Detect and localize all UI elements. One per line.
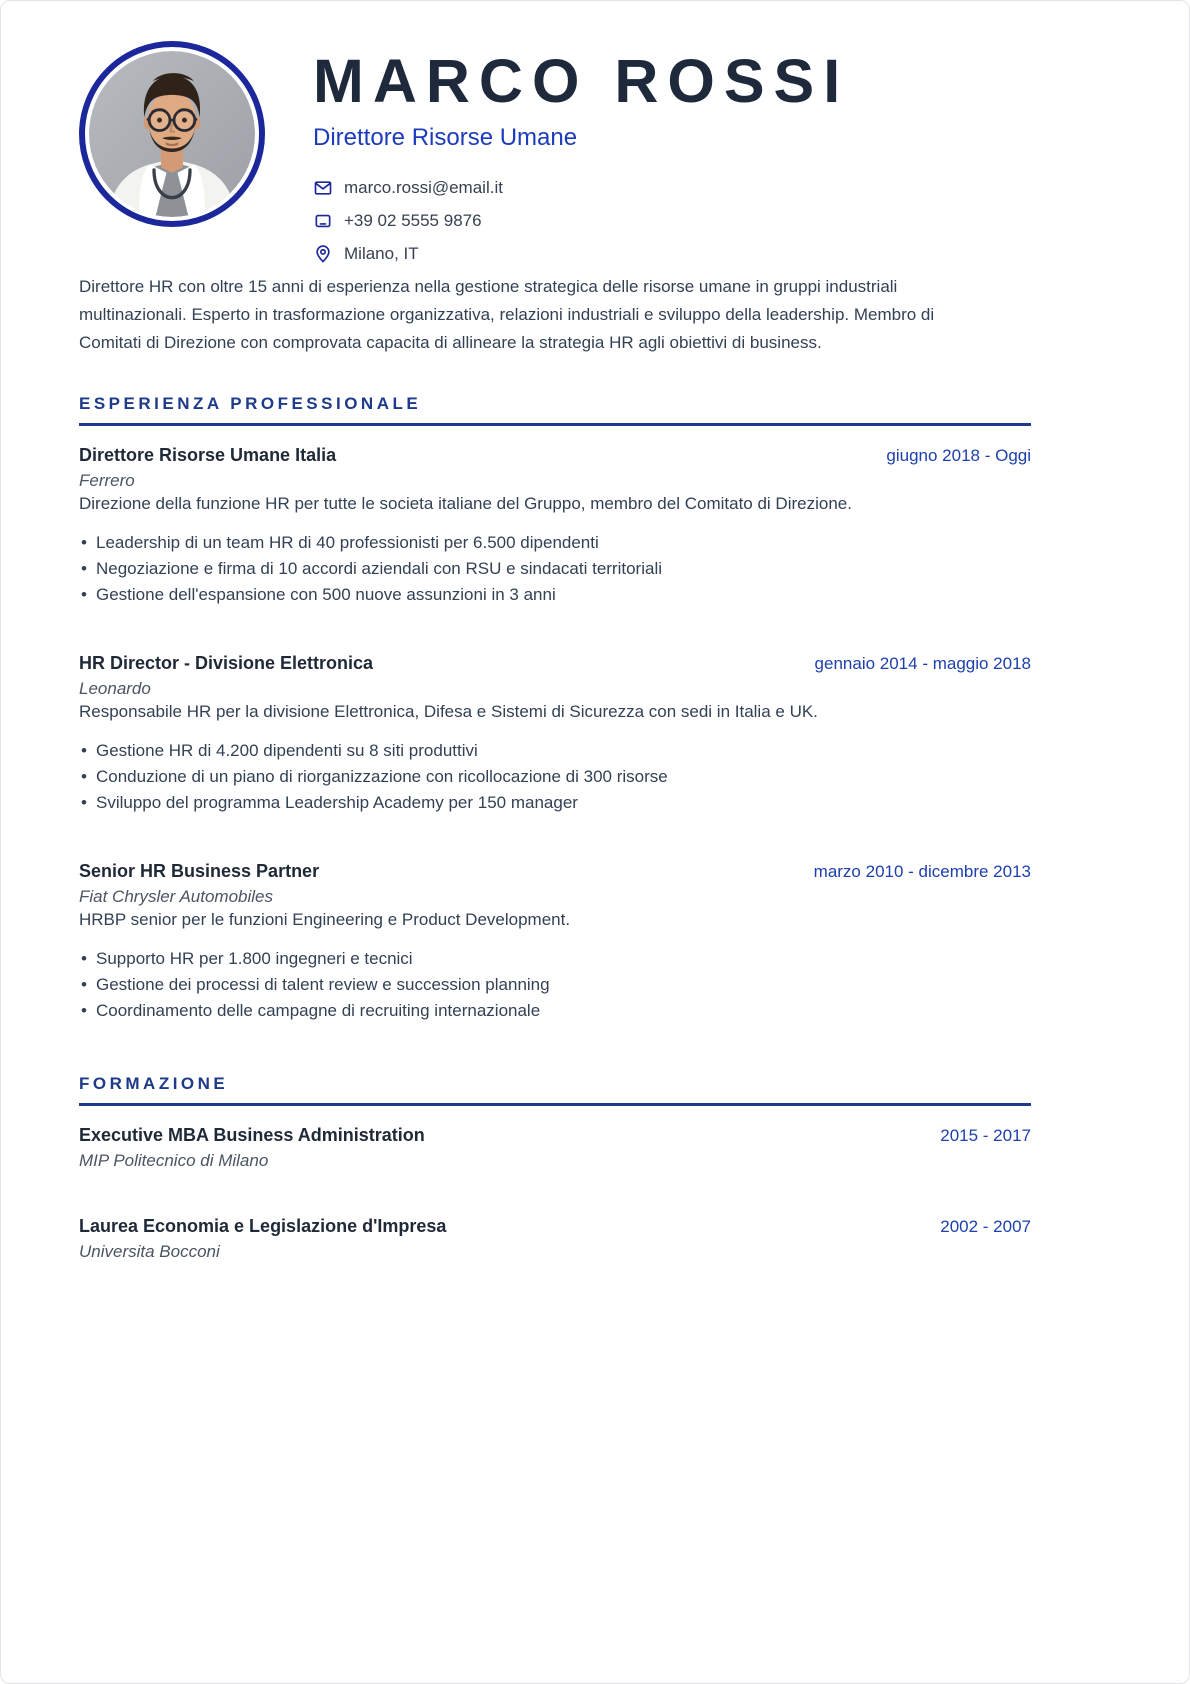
header-identity <box>313 41 849 264</box>
contact-email <box>313 178 849 198</box>
job-bullet: • Conduzione di un piano di riorganizzazione con ricollocazione di 300 risorse <box>79 764 1031 790</box>
job-description: Direzione della funzione HR per tutte le societa italiane del Gruppo, membro del Comitato di Direzione. <box>79 494 852 513</box>
job-bullet: • Gestione HR di 4.200 dipendenti su 8 siti produttivi <box>79 738 1031 764</box>
contact-location <box>313 244 849 264</box>
job-bullet-list <box>79 530 1031 608</box>
school-name: Universita Bocconi <box>79 1242 220 1261</box>
job-bullet-list <box>79 946 1031 1024</box>
job-bullet: • Coordinamento delle campagne di recruiting internazionale <box>79 998 1031 1024</box>
job-bullet: • Gestione dei processi di talent review e succession planning <box>79 972 1031 998</box>
resume-header <box>79 41 1031 264</box>
person-name: MARCO ROSSI <box>313 47 850 115</box>
section-divider <box>79 423 1031 426</box>
degree-title: Laurea Economia e Legislazione d'Impresa <box>79 1216 447 1236</box>
phone-icon <box>313 211 333 231</box>
avatar-portrait-image <box>89 51 255 217</box>
education-entry <box>79 1125 1031 1171</box>
job-description: HRBP senior per le funzioni Engineering e Product Development. <box>79 910 571 929</box>
section-education <box>79 1074 1031 1262</box>
email-icon <box>313 178 333 198</box>
school-name: MIP Politecnico di Milano <box>79 1151 269 1170</box>
job-title: HR Director - Divisione Elettronica <box>79 653 374 673</box>
degree-dates: 2015 - 2017 <box>940 1126 1031 1145</box>
job-company: Ferrero <box>79 471 135 490</box>
degree-dates: 2002 - 2007 <box>940 1217 1031 1236</box>
education-heading: FORMAZIONE <box>79 1074 229 1093</box>
experience-entry <box>79 861 1031 1024</box>
entry-head <box>79 1216 1031 1237</box>
location-pin-icon <box>313 244 333 264</box>
job-bullet: • Sviluppo del programma Leadership Academy per 150 manager <box>79 790 1031 816</box>
contact-phone-text: +39 02 5555 9876 <box>344 211 482 230</box>
experience-entry <box>79 653 1031 816</box>
degree-title: Executive MBA Business Administration <box>79 1125 425 1145</box>
section-divider <box>79 1103 1031 1106</box>
job-bullet: • Gestione dell'espansione con 500 nuove assunzioni in 3 anni <box>79 582 1031 608</box>
job-company: Leonardo <box>79 679 151 698</box>
avatar <box>79 41 265 227</box>
job-bullet: • Negoziazione e firma di 10 accordi aziendali con RSU e sindacati territoriali <box>79 556 1031 582</box>
job-company: Fiat Chrysler Automobiles <box>79 887 273 906</box>
contact-email-text: marco.rossi@email.it <box>344 178 503 197</box>
experience-entry <box>79 445 1031 608</box>
job-bullet-list <box>79 738 1031 816</box>
person-job-title: Direttore Risorse Umane <box>313 124 578 151</box>
job-description: Responsabile HR per la divisione Elettronica, Difesa e Sistemi di Sicurezza con sedi in Italia e UK. <box>79 702 818 721</box>
contact-location-text: Milano, IT <box>344 244 419 263</box>
experience-heading: ESPERIENZA PROFESSIONALE <box>79 394 422 413</box>
job-dates: marzo 2010 - dicembre 2013 <box>813 862 1031 881</box>
job-title: Senior HR Business Partner <box>79 861 320 881</box>
entry-head <box>79 1125 1031 1146</box>
contact-list <box>313 178 849 264</box>
section-experience <box>79 394 1031 1024</box>
job-dates: giugno 2018 - Oggi <box>886 446 1031 465</box>
contact-phone <box>313 211 849 231</box>
entry-head <box>79 653 1031 674</box>
entry-head <box>79 861 1031 882</box>
profile-summary: Direttore HR con oltre 15 anni di esperienza nella gestione strategica delle risorse umane in gruppi industriali multinazionali. Esperto in trasformazione organizzativa, relazioni industriali e sviluppo della leadership. Membro di Comitati di Direzione con comprovata capacita di allineare la strategia HR agli obiettivi di business. <box>79 277 935 352</box>
job-title: Direttore Risorse Umane Italia <box>79 445 337 465</box>
job-dates: gennaio 2014 - maggio 2018 <box>814 654 1031 673</box>
job-bullet: • Supporto HR per 1.800 ingegneri e tecnici <box>79 946 1031 972</box>
entry-head <box>79 445 1031 466</box>
job-bullet: • Leadership di un team HR di 40 professionisti per 6.500 dipendenti <box>79 530 1031 556</box>
education-entry <box>79 1216 1031 1262</box>
